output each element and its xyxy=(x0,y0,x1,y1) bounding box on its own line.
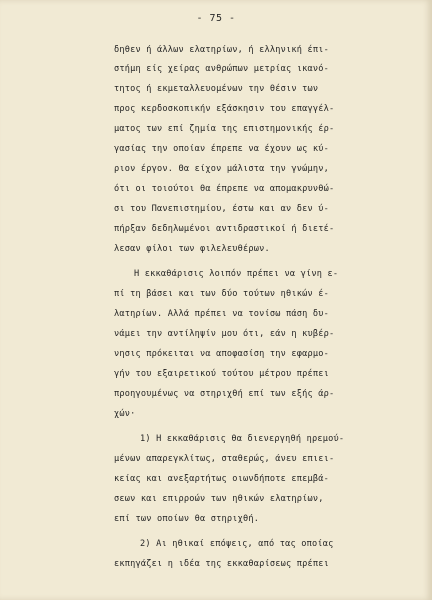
text-line: γήν του εξαιρετικού τούτου μέτρου πρέπει xyxy=(114,369,329,379)
text-line: τητος ή εκμεταλλευομένων την θέσιν των xyxy=(114,84,319,94)
text-line: νησις πρόκειται να αποφασίση την εφαρμο- xyxy=(114,349,329,359)
page-edge xyxy=(432,0,438,600)
text-line: ματος των επί ζημία της επιστημονικής έρ- xyxy=(114,124,335,134)
text-line: γασίας την οποίαν έπρεπε να έχουν ως κύ- xyxy=(114,144,329,154)
page-number: - 75 - xyxy=(196,13,236,24)
text-line: εκπηγάζει η ιδέα της εκκαθαρίσεως πρέπει xyxy=(114,559,329,569)
text-line: 2) Αι ηθικαί επόψεις, από τας οποίας xyxy=(140,539,334,549)
text-line: ότι οι τοιούτοι θα έπρεπε να απομακρυνθώ- xyxy=(114,184,335,194)
text-line: λεσαν φίλοι των φιλελευθέρων. xyxy=(114,244,270,254)
text-line: κείας και ανεξαρτήτως οιωνδήποτε επεμβά- xyxy=(114,474,329,484)
text-line: σεων και επιρροών των ηθικών ελατηρίων, xyxy=(114,494,324,504)
text-line: 1) Η εκκαθάρισις θα διενεργηθή ηρεμού- xyxy=(140,434,345,444)
text-line: πί τη βάσει και των δύο τούτων ηθικών έ- xyxy=(114,289,329,299)
text-line: ριον έργον. Θα είχον μάλιστα την γνώμην, xyxy=(114,164,329,174)
text-line: νάμει την αντίληψίν μου ότι, εάν η κυβέρ- xyxy=(114,329,335,339)
text-line: Η εκκαθάρισις λοιπόν πρέπει να γίνη ε- xyxy=(134,269,339,279)
text-line: μένων απαρεγκλίτως, σταθερώς, άνευ επιει- xyxy=(114,454,335,464)
text-line: σι του Πανεπιστημίου, έστω και αν δεν ύ- xyxy=(114,204,329,214)
text-line: λατηρίων. Αλλά πρέπει να τονίσω πάση δυ- xyxy=(114,309,329,319)
text-line: πήρξαν δεδηλωμένοι αντιδραστικοί ή διετέ- xyxy=(114,224,335,234)
text-line: προηγουμένως να στηριχθή επί των εξής άρ- xyxy=(114,389,335,399)
text-line: χών· xyxy=(114,409,136,419)
text-line: επί των οποίων θα στηριχθή. xyxy=(114,514,260,524)
text-line: δηθεν ή άλλων ελατηρίων, ή ελληνική έπι- xyxy=(114,45,329,55)
text-line: προς κερδοσκοπικήν εξάσκησιν του επαγγέλ- xyxy=(114,104,335,114)
text-line: στήμη είς χείρας ανθρώπων μετρίας ικανό- xyxy=(114,64,329,74)
